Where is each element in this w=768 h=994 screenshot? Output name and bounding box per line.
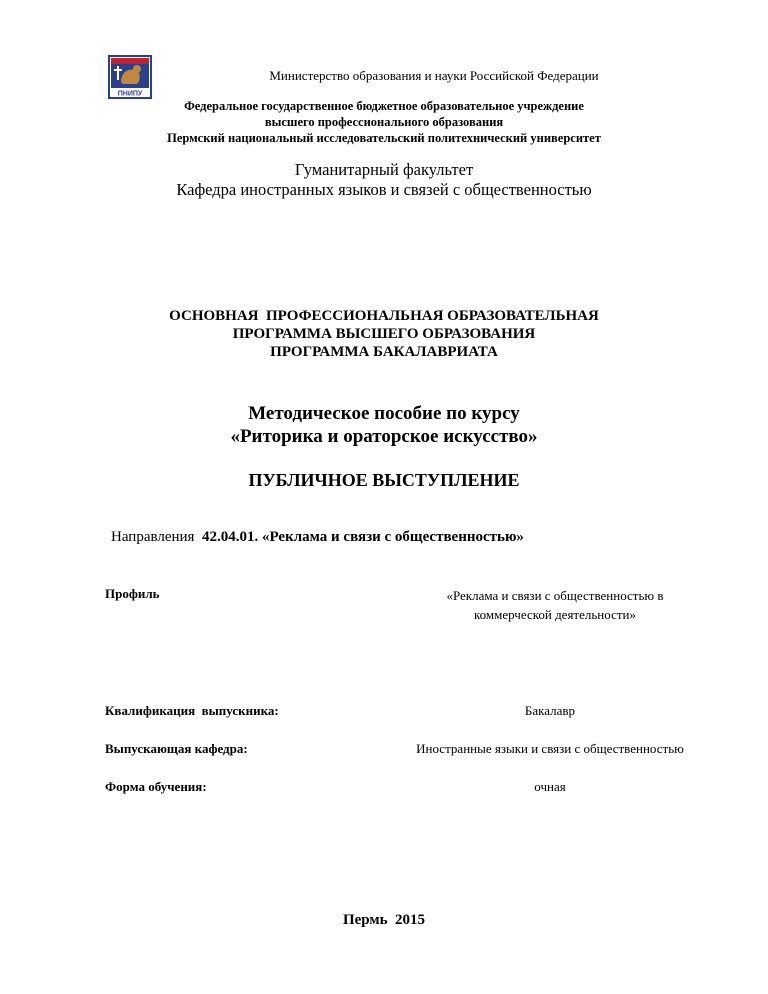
document-title: ПУБЛИЧНОЕ ВЫСТУПЛЕНИЕ [248, 470, 520, 490]
manual-block [0, 402, 768, 448]
profile-value-line-1: «Реклама и связи с общественностью в [446, 588, 664, 603]
program-line-1: ОСНОВНАЯ ПРОФЕССИОНАЛЬНАЯ ОБРАЗОВАТЕЛЬНАЯ [169, 308, 599, 324]
profile-label: Профиль [105, 586, 160, 601]
direction-row [111, 529, 524, 546]
graduating-department-value: Иностранные языки и связи с общественностью [416, 741, 684, 756]
program-line-3: ПРОГРАММА БАКАЛАВРИАТА [270, 344, 498, 360]
program-line-2: ПРОГРАММА ВЫСШЕГО ОБРАЗОВАНИЯ [232, 326, 536, 342]
university-logo [107, 54, 153, 100]
faculty-name: Гуманитарный факультет [294, 160, 474, 179]
profile-value-line-2: коммерческой деятельности» [474, 607, 636, 622]
graduating-department-label: Выпускающая кафедра: [105, 741, 248, 756]
city-year: Пермь 2015 [342, 912, 426, 928]
faculty-block [0, 160, 768, 200]
qualification-label: Квалификация выпускника: [105, 703, 279, 718]
program-block [0, 307, 768, 361]
institution-line-2: высшего профессионального образования [264, 115, 504, 129]
study-form-value: очная [534, 779, 566, 794]
manual-line-1: Методическое пособие по курсу [248, 403, 520, 424]
direction-value: 42.04.01. «Реклама и связи с общественностью» [201, 529, 524, 545]
department-name: Кафедра иностранных языков и связей с общественностью [176, 180, 592, 199]
institution-line-1: Федеральное государственное бюджетное образовательное учреждение [184, 99, 584, 113]
institution-line-3: Пермский национальный исследовательский политехнический университет [167, 131, 601, 145]
logo-text: ПНИПУ [117, 90, 143, 98]
manual-line-2: «Риторика и ораторское искусство» [230, 426, 538, 447]
institution-block [0, 98, 768, 146]
direction-label: Направления [111, 529, 195, 545]
study-form-label: Форма обучения: [105, 779, 207, 794]
qualification-value: Бакалавр [524, 703, 576, 718]
ministry-name: Министерство образования и науки Российской Федерации [269, 68, 599, 83]
profile-value [410, 586, 700, 624]
